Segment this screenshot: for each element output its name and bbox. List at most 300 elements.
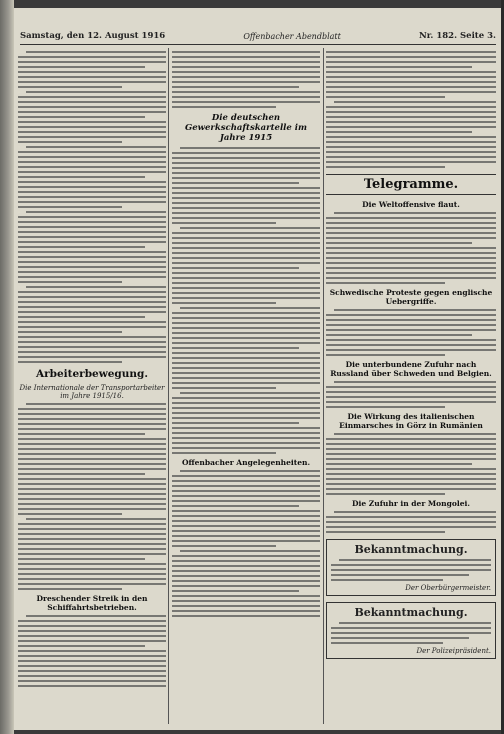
text-line [326, 282, 445, 284]
text-line [172, 101, 320, 103]
text-line [326, 91, 496, 93]
text-line [334, 433, 496, 435]
text-line [18, 463, 166, 465]
text-line [172, 367, 320, 369]
text-line [172, 302, 276, 304]
text-line [172, 530, 320, 532]
text-line [172, 292, 320, 294]
text-line [18, 553, 166, 555]
text-line [172, 342, 320, 344]
text-line [326, 324, 496, 326]
text-line [172, 182, 299, 184]
text-line [18, 453, 166, 455]
text-line [326, 106, 496, 108]
text-line [172, 252, 320, 254]
text-line [172, 407, 320, 409]
text-line [172, 600, 320, 602]
text-line [18, 226, 166, 228]
text-line [18, 498, 166, 500]
text-line [18, 276, 166, 278]
text-line [18, 351, 166, 353]
article-heading-gewerkschaftskartelle: Die deutschen Gewerkschaftskartelle im Jahre 1915 [184, 113, 308, 143]
text-line [326, 141, 496, 143]
text-line [18, 675, 166, 677]
text-line [326, 443, 496, 445]
text-line [172, 377, 320, 379]
text-line [326, 66, 472, 68]
text-line [18, 635, 166, 637]
column-right [326, 48, 496, 724]
text-line [172, 202, 320, 204]
text-line [326, 156, 496, 158]
text-line [18, 141, 122, 143]
text-line [172, 152, 320, 154]
text-line [18, 543, 166, 545]
text-line [326, 277, 496, 279]
text-line [172, 372, 320, 374]
text-line [339, 559, 491, 561]
text-line [326, 111, 496, 113]
text-line [18, 331, 122, 333]
text-line [334, 381, 496, 383]
text-line [326, 51, 496, 53]
text-line [326, 86, 496, 88]
text-line [18, 301, 166, 303]
text-line [18, 106, 166, 108]
text-line [326, 272, 496, 274]
text-line [18, 266, 166, 268]
text-line [18, 246, 145, 248]
text-line [326, 146, 496, 148]
section-heading-arbeiterbewegung: Arbeiterbewegung. [35, 368, 149, 380]
text-line [172, 545, 276, 547]
text-line [326, 319, 496, 321]
text-line [172, 327, 320, 329]
text-line [326, 131, 472, 133]
text-line [18, 650, 166, 652]
text-line [18, 548, 166, 550]
book-binding [0, 0, 14, 734]
text-line [18, 408, 166, 410]
text-line [326, 406, 445, 408]
text-line [331, 627, 491, 629]
text-line [26, 91, 166, 93]
text-line [18, 261, 166, 263]
newspaper-page [14, 8, 502, 730]
text-line [172, 177, 320, 179]
text-line [18, 121, 166, 123]
text-line [172, 287, 320, 289]
text-line [326, 463, 472, 465]
text-line [180, 147, 320, 149]
text-line [18, 271, 166, 273]
text-line [26, 286, 166, 288]
text-line [172, 51, 320, 53]
text-line [172, 570, 320, 572]
text-line [172, 442, 320, 444]
text-line [326, 386, 496, 388]
text-line [326, 262, 496, 264]
text-line [18, 336, 166, 338]
official-notice [326, 539, 496, 596]
text-line [26, 51, 166, 53]
text-line [172, 510, 320, 512]
text-line [18, 201, 166, 203]
text-line [172, 272, 320, 274]
text-line [18, 221, 166, 223]
text-line [18, 418, 166, 420]
text-line [18, 488, 166, 490]
text-line [172, 590, 299, 592]
text-line [18, 670, 166, 672]
text-line [326, 247, 496, 249]
text-line [18, 483, 166, 485]
text-line [26, 518, 166, 520]
text-line [172, 485, 320, 487]
text-line [326, 96, 445, 98]
article-subheading: Offenbacher Angelegenheiten. [181, 458, 311, 467]
page-header [20, 28, 496, 45]
text-line [18, 478, 166, 480]
text-line [326, 227, 496, 229]
text-line [18, 578, 166, 580]
text-line [172, 237, 320, 239]
text-line [326, 242, 472, 244]
text-line [172, 91, 320, 93]
text-line [18, 341, 166, 343]
column-middle [172, 48, 320, 724]
text-line [172, 56, 320, 58]
text-line [172, 317, 320, 319]
text-line [326, 391, 496, 393]
text-line [326, 521, 496, 523]
text-line [326, 161, 496, 163]
text-line [18, 241, 166, 243]
text-line [172, 162, 320, 164]
text-line [18, 640, 166, 642]
text-line [172, 605, 320, 607]
text-line [18, 438, 166, 440]
text-line [172, 282, 320, 284]
text-line [18, 136, 166, 138]
text-line [18, 236, 166, 238]
text-line [18, 56, 166, 58]
text-line [326, 126, 496, 128]
text-line [326, 493, 445, 495]
text-line [172, 66, 320, 68]
text-line [172, 197, 320, 199]
text-line [172, 585, 320, 587]
text-line [172, 515, 320, 517]
text-line [326, 339, 496, 341]
header-page-number [419, 31, 496, 41]
text-line [331, 642, 443, 644]
text-line [18, 81, 166, 83]
text-line [326, 448, 496, 450]
text-line [18, 66, 145, 68]
text-line [18, 473, 145, 475]
text-line [172, 207, 320, 209]
text-line [18, 316, 145, 318]
text-line [172, 71, 320, 73]
text-line [172, 525, 320, 527]
telegram-heading: Die Wirkung des italienischen Einmarsches in Görz in Rumänien [339, 412, 483, 430]
telegram-heading: Schwedische Proteste gegen englische Uebergriffe. [329, 288, 493, 306]
text-line [18, 660, 166, 662]
text-line [18, 508, 166, 510]
text-line [18, 216, 166, 218]
text-line [18, 306, 166, 308]
text-line [172, 387, 276, 389]
text-line [18, 448, 166, 450]
text-line [339, 622, 491, 624]
text-line [172, 412, 320, 414]
text-line [172, 575, 320, 577]
page-number: Seite 3. [460, 31, 496, 41]
column-left [18, 48, 166, 724]
text-line [172, 580, 320, 582]
text-line [326, 329, 496, 331]
text-line [18, 256, 166, 258]
text-line [172, 332, 320, 334]
column-rule [168, 48, 169, 724]
text-line [172, 212, 320, 214]
text-line [326, 217, 496, 219]
text-line [18, 96, 166, 98]
text-line [172, 397, 320, 399]
text-line [172, 437, 320, 439]
text-line [172, 480, 320, 482]
text-line [326, 526, 496, 528]
text-line [180, 392, 320, 394]
text-line [18, 563, 166, 565]
text-line [18, 101, 166, 103]
header-date: Samstag, den 12. August 1916 [20, 31, 166, 41]
issue-number: Nr. 182. [418, 31, 458, 41]
text-line [18, 685, 166, 687]
text-line [326, 401, 496, 403]
text-line [172, 277, 320, 279]
text-line [326, 151, 496, 153]
text-line [18, 151, 166, 153]
text-line [18, 443, 166, 445]
telegram-heading: Die Zufuhr in der Mongolei. [352, 499, 470, 508]
text-line [326, 453, 496, 455]
text-line [18, 176, 145, 178]
text-line [326, 237, 496, 239]
text-line [172, 157, 320, 159]
text-line [172, 167, 320, 169]
text-line [326, 222, 496, 224]
text-line [326, 257, 496, 259]
text-line [18, 231, 166, 233]
text-line [172, 615, 320, 617]
text-line [18, 206, 122, 208]
text-line [326, 232, 496, 234]
text-line [18, 493, 166, 495]
text-line [18, 131, 166, 133]
text-line [172, 362, 320, 364]
text-line [18, 156, 166, 158]
text-line [326, 344, 496, 346]
text-line [180, 470, 320, 472]
text-line [172, 337, 320, 339]
text-line [326, 483, 496, 485]
text-line [26, 211, 166, 213]
text-line [172, 312, 320, 314]
text-line [172, 322, 320, 324]
text-line [326, 458, 496, 460]
text-line [331, 579, 443, 581]
telegram-heading: Die Weltoffensive flaut. [362, 200, 460, 209]
text-line [172, 267, 299, 269]
text-line [172, 610, 320, 612]
text-line [18, 191, 166, 193]
text-line [331, 564, 491, 566]
text-line [18, 251, 166, 253]
text-line [18, 428, 166, 430]
notice-title: Bekanntmachung. [354, 543, 468, 556]
text-line [326, 478, 496, 480]
text-line [172, 352, 320, 354]
text-line [18, 573, 166, 575]
notice-title: Bekanntmachung. [354, 606, 468, 619]
text-line [172, 422, 299, 424]
text-line [172, 61, 320, 63]
text-line [172, 595, 320, 597]
text-line [172, 242, 320, 244]
text-line [172, 222, 276, 224]
text-line [18, 665, 166, 667]
text-line [18, 161, 166, 163]
text-line [18, 645, 145, 647]
text-line [18, 281, 122, 283]
article-subheading: Dreschender Streik in den Schiffahrtsbetrieben. [36, 594, 148, 612]
text-line [172, 172, 320, 174]
text-line [334, 309, 496, 311]
text-line [18, 625, 166, 627]
text-line [172, 247, 320, 249]
text-line [331, 632, 491, 634]
text-line [326, 468, 496, 470]
text-line [326, 121, 496, 123]
text-line [172, 447, 320, 449]
text-line [172, 495, 320, 497]
text-line [18, 171, 166, 173]
text-line [331, 569, 491, 571]
text-line [172, 357, 320, 359]
text-line [18, 680, 166, 682]
text-line [326, 81, 496, 83]
text-line [18, 503, 166, 505]
text-line [334, 212, 496, 214]
text-line [18, 533, 166, 535]
text-line [18, 630, 166, 632]
text-line [18, 361, 122, 363]
text-line [18, 326, 166, 328]
telegram-heading: Die unterbundene Zufuhr nach Russland über Schweden und Belgien. [330, 360, 492, 378]
text-line [326, 166, 445, 168]
text-line [18, 558, 145, 560]
text-line [326, 136, 496, 138]
text-line [18, 356, 166, 358]
text-line [326, 396, 496, 398]
text-line [172, 76, 320, 78]
text-line [326, 349, 496, 351]
text-line [18, 111, 166, 113]
text-line [326, 488, 496, 490]
text-line [172, 500, 320, 502]
text-line [18, 583, 166, 585]
text-line [18, 568, 166, 570]
text-line [18, 86, 122, 88]
header-paper-name: Offenbacher Abendblatt [243, 31, 341, 41]
text-line [172, 257, 320, 259]
text-line [18, 181, 166, 183]
text-line [180, 307, 320, 309]
text-line [326, 56, 496, 58]
text-line [18, 296, 166, 298]
text-line [26, 146, 166, 148]
text-line [172, 81, 320, 83]
text-line [26, 403, 166, 405]
text-line [172, 86, 299, 88]
text-line [180, 550, 320, 552]
text-line [172, 192, 320, 194]
text-line [172, 417, 320, 419]
official-notice [326, 602, 496, 659]
text-line [326, 71, 496, 73]
text-line [18, 468, 166, 470]
text-line [18, 513, 122, 515]
text-line [18, 311, 166, 313]
text-line [172, 262, 320, 264]
text-line [18, 166, 166, 168]
text-line [18, 620, 166, 622]
text-line [326, 76, 496, 78]
text-line [331, 574, 469, 576]
text-line [172, 535, 320, 537]
text-line [18, 588, 122, 590]
text-line [172, 520, 320, 522]
text-line [18, 116, 145, 118]
text-line [172, 432, 320, 434]
text-line [172, 232, 320, 234]
text-line [326, 116, 496, 118]
text-line [331, 637, 469, 639]
text-line [18, 528, 166, 530]
text-line [18, 538, 166, 540]
text-line [326, 473, 496, 475]
text-line [326, 531, 445, 533]
text-line [18, 61, 166, 63]
text-line [172, 565, 320, 567]
text-line [18, 346, 166, 348]
text-line [334, 511, 496, 513]
text-line [172, 382, 320, 384]
text-line [172, 106, 276, 108]
text-line [18, 433, 145, 435]
text-line [18, 196, 166, 198]
text-line [172, 560, 320, 562]
text-line [172, 452, 276, 454]
text-line [172, 402, 320, 404]
text-line [18, 458, 166, 460]
text-line [326, 252, 496, 254]
text-line [172, 555, 320, 557]
text-line [172, 505, 299, 507]
text-line [326, 334, 472, 336]
